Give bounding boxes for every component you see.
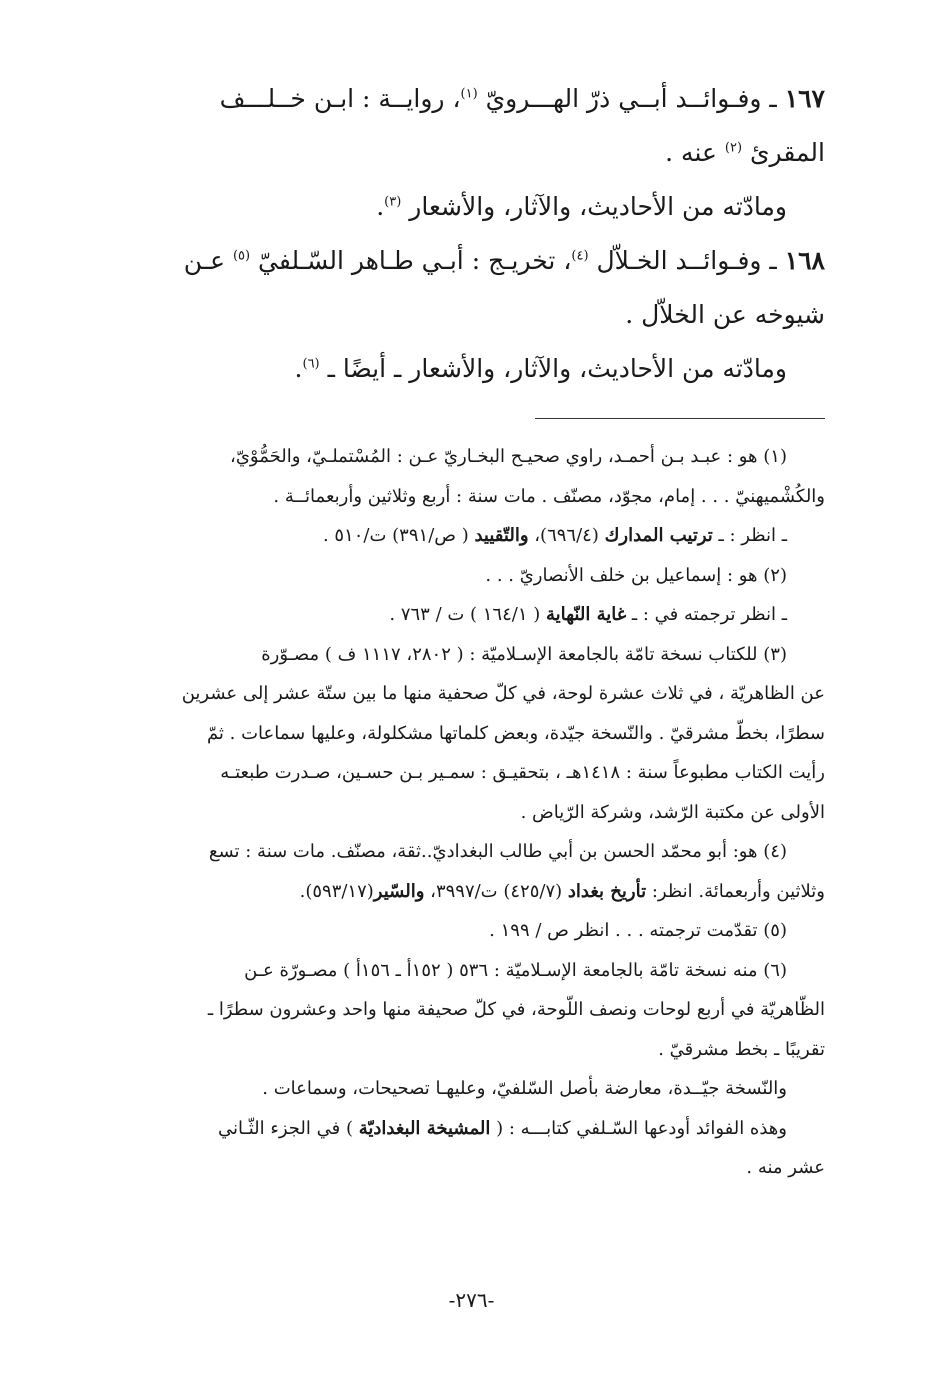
footnote-5: (٥) تقدّمت ترجمته . . . انظر ص / ١٩٩ . bbox=[489, 920, 787, 941]
footnote-4: (٤) هو: أبو محمّد الحسن بن أبي طالب البغداديّ..ثقة، مصنّف. مات سنة : تسع bbox=[208, 841, 787, 862]
footnote-4-cont: وثلاثين وأربعمائة. انظر: تأريخ بغداد (٤٢٥/٧) ت/٣٩٩٧، والسّير(٥٩٣/١٧). bbox=[299, 880, 825, 902]
entry-167-line1: ١٦٧ ـ وفـوائــد أبــي ذرّ الهـــرويّ $^{(١)}$، روايــة : ابـن خــلـــف bbox=[219, 84, 825, 113]
footnote-ref[interactable]: (٢) bbox=[724, 140, 743, 156]
footnote-1-cont: والكُشْميهنيّ . . . إمام، مجوّد، مصنّف . مات سنة : أربع وثلاثين وأربعمائــة . bbox=[273, 485, 825, 507]
footnote-6-cont: والنّسخة جيّــدة، معارضة بأصل السّلفيّ، وعليهـا تصحيحات، وسماعات . bbox=[262, 1078, 787, 1099]
footnotes bbox=[110, 437, 825, 1188]
footnote-3-cont: سطرًا، بخطّ مشرقيّ . والنّسخة جيّدة، وبعض كلماتها مشكلولة، وعليها سماعات . ثمّ bbox=[206, 722, 825, 744]
footnote-3: (٣) للكتاب نسخة تامّة بالجامعة الإسـلاميّة : ( ٢٨٠٢، ١١١٧ ف ) مصـوّرة bbox=[261, 643, 787, 665]
entry-number: ١٦٨ bbox=[784, 246, 825, 275]
footnote-2-ref: ـ انظر ترجمته في : ـ غاية النّهاية ( ١٦٤/١ ) ت / ٧٦٣ . bbox=[389, 604, 787, 625]
footnote-6-cont: عشر منه . bbox=[746, 1157, 825, 1178]
footnote-1: (١) هو : عبـد بـن أحمـد، راوي صحيـح البخـاريّ عـن : المُسْتملـيّ، والحَمُّوْيّ، bbox=[230, 446, 787, 467]
page-number: -٢٧٦- bbox=[448, 1288, 495, 1312]
main-text bbox=[110, 72, 825, 396]
footnote-separator bbox=[535, 418, 825, 419]
footnote-6-cont: تقريبًا ـ بخط مشرقيّ . bbox=[658, 1038, 825, 1060]
footnote-6-cont: وهذه الفوائد أودعها السّـلفي كتابـــه : ( المشيخة البغداديّة ) في الجزء الثّـاني bbox=[217, 1117, 787, 1139]
footnote-ref[interactable]: (١) bbox=[460, 86, 478, 102]
footnote-ref[interactable]: (٤) bbox=[571, 248, 589, 264]
entry-number: ١٦٧ bbox=[784, 84, 825, 113]
entry-168-line1: ١٦٨ ـ وفـوائــد الخـلاّل $^{(٤)}$، تخريـج : أبـي طـاهر السّـلفيّ $^{(٥)}$ عـن bbox=[183, 246, 825, 275]
footnote-1-ref: ـ انظر : ـ ترتيب المدارك (٦٩٦/٤)، والتّقييد ( ص/٣٩١) ت/٥١٠ . bbox=[322, 525, 787, 546]
footnote-ref[interactable]: (٥) bbox=[232, 248, 251, 264]
footnote-2: (٢) هو : إسماعيل بن خلف الأنصاريّ . . . bbox=[485, 564, 787, 586]
page-body bbox=[110, 72, 825, 1188]
entry-167-line2: المقرئ $^{(٢)}$ عنه . bbox=[665, 138, 825, 167]
entry-167-contents: ومادّته من الأحاديث، والآثار، والأشعار $^{(٣)}$. bbox=[376, 192, 787, 221]
footnote-ref[interactable]: (٣) bbox=[384, 194, 402, 210]
footnote-6: (٦) منه نسخة تامّة بالجامعة الإسـلاميّة : ٥٣٦ ( ١٥٢أ ـ ١٥٦أ ) مصـورّة عـن bbox=[244, 959, 787, 981]
footnote-3-cont: عن الظاهريّة ، في ثلاث عشرة لوحة، في كلّ صحفية منها ما بين ستّة عشر إلى عشرين bbox=[181, 683, 825, 704]
entry-168-line2: شيوخه عن الخلاّل . bbox=[625, 300, 825, 329]
footnote-ref[interactable]: (٦) bbox=[302, 356, 320, 372]
footnote-6-cont: الظّاهريّة في أربع لوحات ونصف اللّوحة، في كلّ صحيفة منها واحد وعشرون سطرًا ـ bbox=[207, 999, 825, 1020]
footnote-3-cont: رأيت الكتاب مطبوعاً سنة : ١٤١٨هـ ، بتحقيـق : سمـير بـن حسـين، صـدرت طبعتـه bbox=[220, 762, 825, 783]
footnote-3-cont: الأولى عن مكتبة الرّشد، وشركة الرّياض . bbox=[520, 801, 825, 823]
entry-168-contents: ومادّته من الأحاديث، والآثار، والأشعار ـ أيضًا ـ $^{(٦)}$. bbox=[294, 354, 787, 383]
